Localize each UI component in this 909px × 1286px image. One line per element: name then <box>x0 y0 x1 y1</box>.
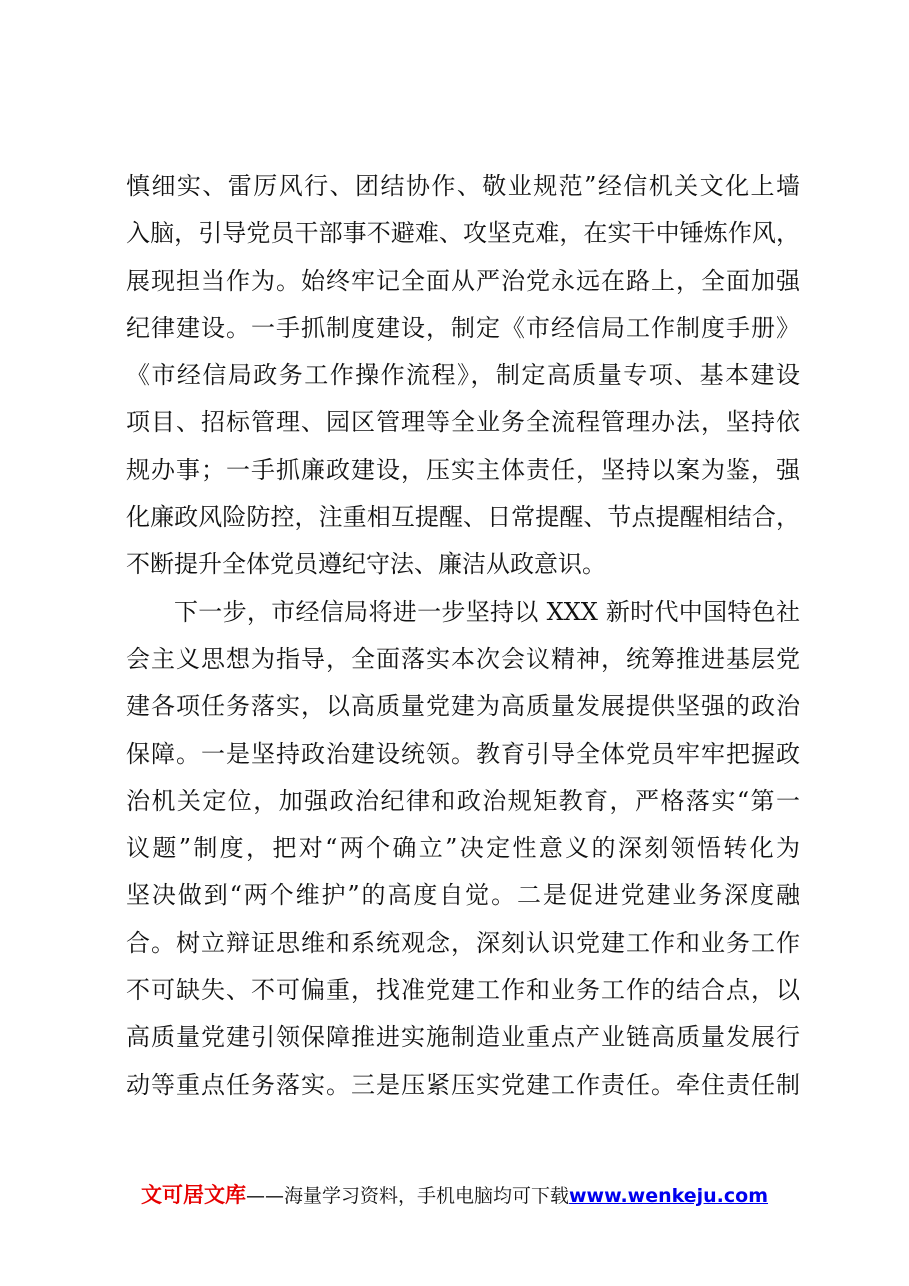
text-line: 坚决做到“两个维护”的高度自觉。二是促进党建业务深度融 <box>126 881 800 910</box>
text-line: 纪律建设。一手抓制度建设，制定《市经信局工作制度手册》 <box>126 313 800 342</box>
text-line: 《市经信局政务工作操作流程》，制定高质量专项、基本建设 <box>126 361 800 390</box>
footer-url-link[interactable]: www.wenkeju.com <box>569 1185 769 1207</box>
text-line: 高质量党建引领保障推进实施制造业重点产业链高质量发展行 <box>126 1023 800 1052</box>
text-line: 保障。一是坚持政治建设统领。教育引导全体党员牢牢把握政 <box>126 739 800 768</box>
text-line: 项目、招标管理、园区管理等全业务全流程管理办法，坚持依 <box>126 408 800 437</box>
text-line: 治机关定位，加强政治纪律和政治规矩教育，严格落实“第一 <box>126 786 800 815</box>
document-body <box>126 163 800 1109</box>
text-line: 慎细实、雷厉风行、团结协作、敬业规范”经信机关文化上墙 <box>126 172 800 200</box>
text-line: 不可缺失、不可偏重，找准党建工作和业务工作的结合点，以 <box>126 976 800 1005</box>
text-line: 入脑，引导党员干部事不避难、攻坚克难，在实干中锤炼作风， <box>126 219 800 248</box>
text-line: 建各项任务落实，以高质量党建为高质量发展提供坚强的政治 <box>126 692 800 721</box>
paragraph-end-line: 不断提升全体党员遵纪守法、廉洁从政意识。 <box>126 550 606 579</box>
footer-tagline: ——海量学习资料，手机电脑均可下载 <box>245 1185 569 1207</box>
text-line: 规办事；一手抓廉政建设，压实主体责任，坚持以案为鉴，强 <box>126 455 800 484</box>
text-line: 议题”制度，把对“两个确立”决定性意义的深刻领悟转化为 <box>126 834 800 863</box>
text-line: 会主义思想为指导，全面落实本次会议精神，统筹推进基层党 <box>126 644 800 673</box>
footer-banner <box>0 1180 909 1211</box>
footer-brand: 文可居文库 <box>140 1183 246 1207</box>
text-line: 合。树立辩证思维和系统观念，深刻认识党建工作和业务工作 <box>126 928 800 957</box>
text-line: 化廉政风险防控，注重相互提醒、日常提醒、节点提醒相结合， <box>126 503 800 532</box>
text-line: 动等重点任务落实。三是压紧压实党建工作责任。牵住责任制 <box>126 1070 800 1099</box>
paragraph-first-line: 下一步，市经信局将进一步坚持以 XXX 新时代中国特色社 <box>174 597 800 626</box>
text-line: 展现担当作为。始终牢记全面从严治党永远在路上，全面加强 <box>126 266 800 295</box>
